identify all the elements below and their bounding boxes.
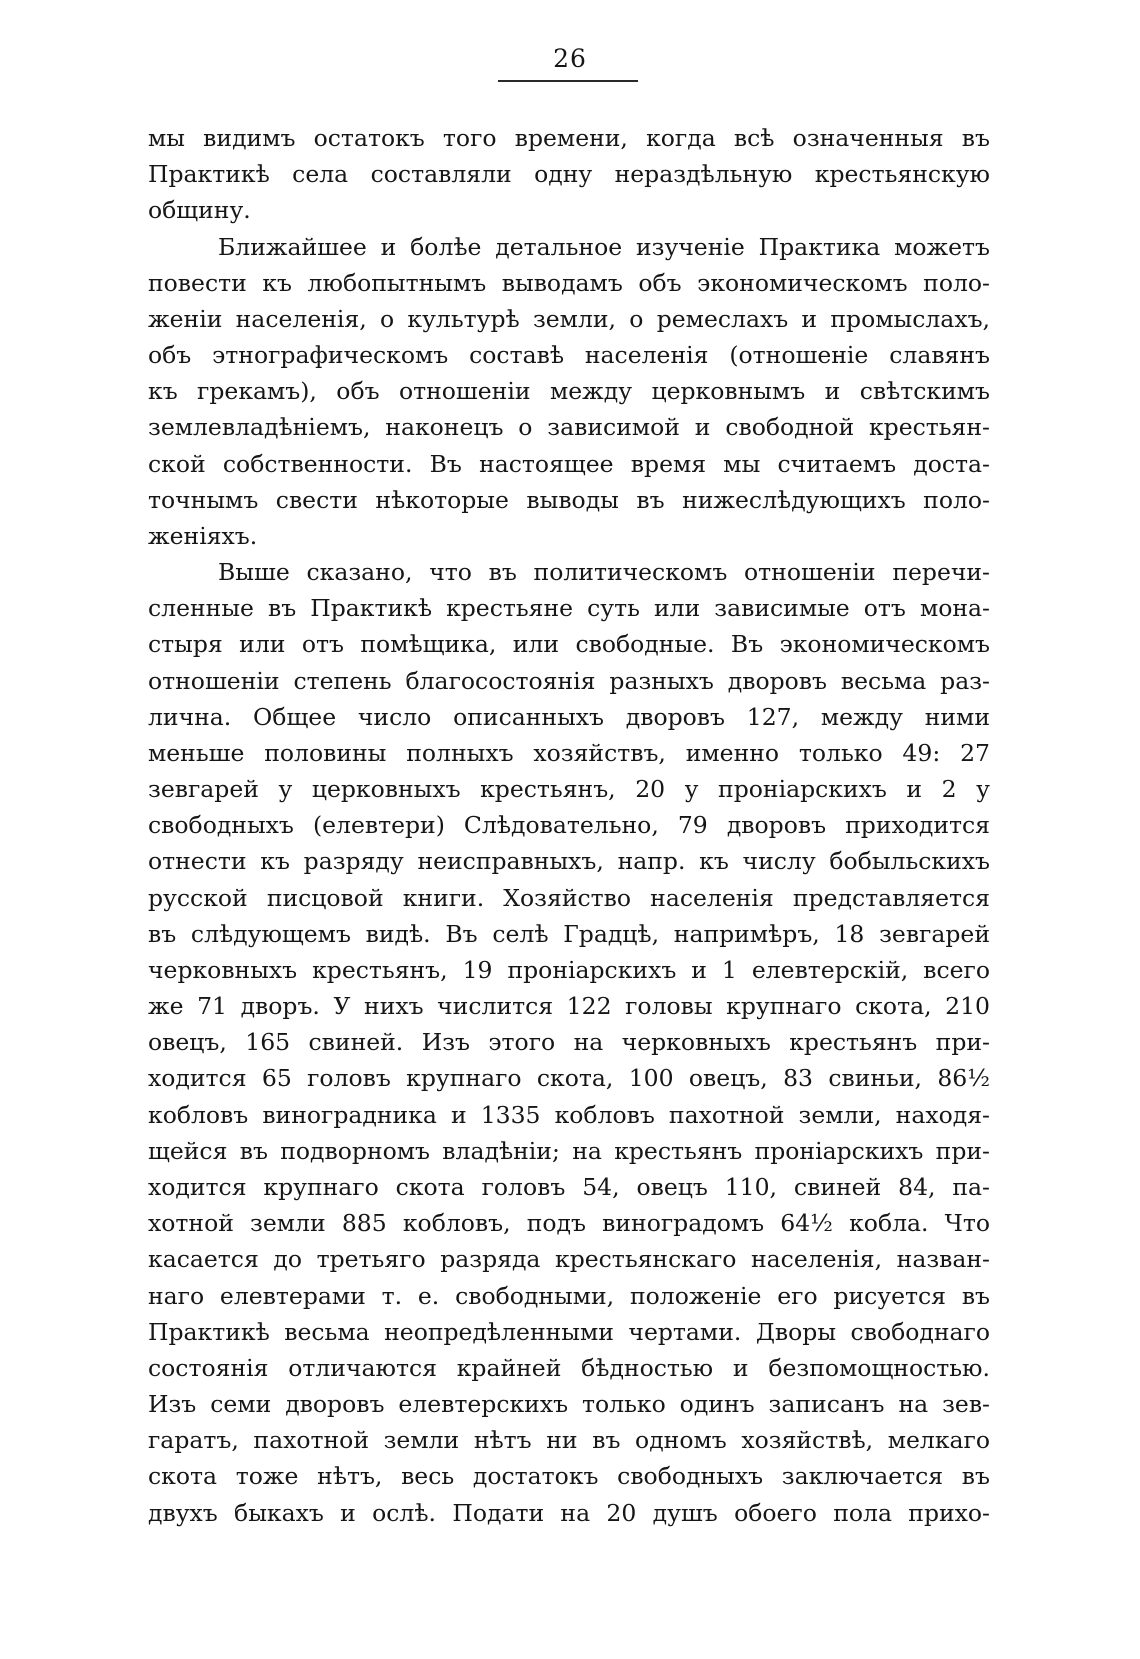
- text-line: объ этнографическомъ составѣ населенія (отношеніе славянъ: [148, 341, 990, 370]
- text-line: лична. Общее число описанныхъ дворовъ 127, между ними: [148, 702, 990, 731]
- page-number: 26: [553, 44, 587, 73]
- text-line: гаратъ, пахотной земли нѣтъ ни въ одномъ хозяйствѣ, мелкаго: [148, 1426, 990, 1455]
- text-line: въ слѣдующемъ видѣ. Въ селѣ Градцѣ, напримѣръ, 18 зевгарей: [148, 919, 990, 948]
- text-line: мы видимъ остатокъ того времени, когда всѣ означенныя въ: [148, 124, 990, 152]
- text-line: стыря или отъ помѣщика, или свободные. Въ экономическомъ: [148, 630, 990, 659]
- text-line: свободныхъ (елевтери) Слѣдовательно, 79 дворовъ приходится: [148, 811, 990, 840]
- text-line: зевгарей у церковныхъ крестьянъ, 20 у проніарскихъ и 2 у: [148, 775, 990, 804]
- body-text: [148, 120, 990, 1531]
- text-line: русской писцовой книги. Хозяйство населенія представляется: [148, 883, 990, 912]
- text-line: ходится крупнаго скота головъ 54, овецъ 110, свиней 84, па-: [148, 1172, 990, 1201]
- text-line: кобловъ виноградника и 1335 кобловъ пахотной земли, находя-: [148, 1100, 990, 1129]
- text-line: скота тоже нѣтъ, весь достатокъ свободныхъ заключается въ: [148, 1462, 990, 1491]
- text-line: общину.: [148, 196, 251, 225]
- text-line: состоянія отличаются крайней бѣдностью и безпомощностью.: [148, 1353, 990, 1382]
- text-line: овецъ, 165 свиней. Изъ этого на черковныхъ крестьянъ при-: [148, 1028, 990, 1057]
- text-line: женіяхъ.: [148, 521, 258, 550]
- text-line: меньше половины полныхъ хозяйствъ, именно только 49: 27: [148, 738, 990, 767]
- text-line: Ближайшее и болѣе детальное изученіе Практика можетъ: [218, 232, 990, 261]
- text-line: къ грекамъ), объ отношеніи между церковнымъ и свѣтскимъ: [148, 377, 990, 406]
- text-line: двухъ быкахъ и ослѣ. Подати на 20 душъ обоего пола прихо-: [148, 1498, 990, 1527]
- header-rule: [498, 80, 638, 82]
- text-line: сленные въ Практикѣ крестьяне суть или зависимые отъ мона-: [148, 594, 990, 623]
- text-line: ской собственности. Въ настоящее время мы считаемъ доста-: [148, 449, 990, 478]
- text-line: точнымъ свести нѣкоторые выводы въ нижеслѣдующихъ поло-: [148, 485, 990, 514]
- text-line: землевладѣніемъ, наконецъ о зависимой и свободной крестьян-: [148, 413, 990, 442]
- text-line: отношеніи степень благосостоянія разныхъ дворовъ весьма раз-: [148, 666, 990, 695]
- text-line: же 71 дворъ. У нихъ числится 122 головы крупнаго скота, 210: [148, 992, 990, 1021]
- text-line: ходится 65 головъ крупнаго скота, 100 овецъ, 83 свиньи, 86½: [148, 1064, 990, 1093]
- text-line: щейся въ подворномъ владѣніи; на крестьянъ проніарскихъ при-: [148, 1136, 990, 1165]
- text-line: хотной земли 885 кобловъ, подъ виноградомъ 64½ кобла. Что: [148, 1209, 990, 1238]
- text-line: Изъ семи дворовъ елевтерскихъ только одинъ записанъ на зев-: [148, 1390, 990, 1419]
- text-line: отнести къ разряду неисправныхъ, напр. къ числу бобыльскихъ: [148, 847, 990, 876]
- text-line: женіи населенія, о культурѣ земли, о ремеслахъ и промыслахъ,: [148, 304, 990, 333]
- text-line: Практикѣ села составляли одну нераздѣльную крестьянскую: [148, 160, 990, 189]
- text-line: повести къ любопытнымъ выводамъ объ экономическомъ поло-: [148, 268, 990, 297]
- text-line: наго елевтерами т. е. свободными, положеніе его рисуется въ: [148, 1281, 990, 1310]
- text-line: Выше сказано, что въ политическомъ отношеніи перечи-: [218, 558, 990, 587]
- text-line: Практикѣ весьма неопредѣленными чертами. Дворы свободнаго: [148, 1317, 990, 1346]
- text-line: черковныхъ крестьянъ, 19 проніарскихъ и 1 елевтерскій, всего: [148, 955, 990, 984]
- text-line: касается до третьяго разряда крестьянскаго населенія, назван-: [148, 1245, 990, 1274]
